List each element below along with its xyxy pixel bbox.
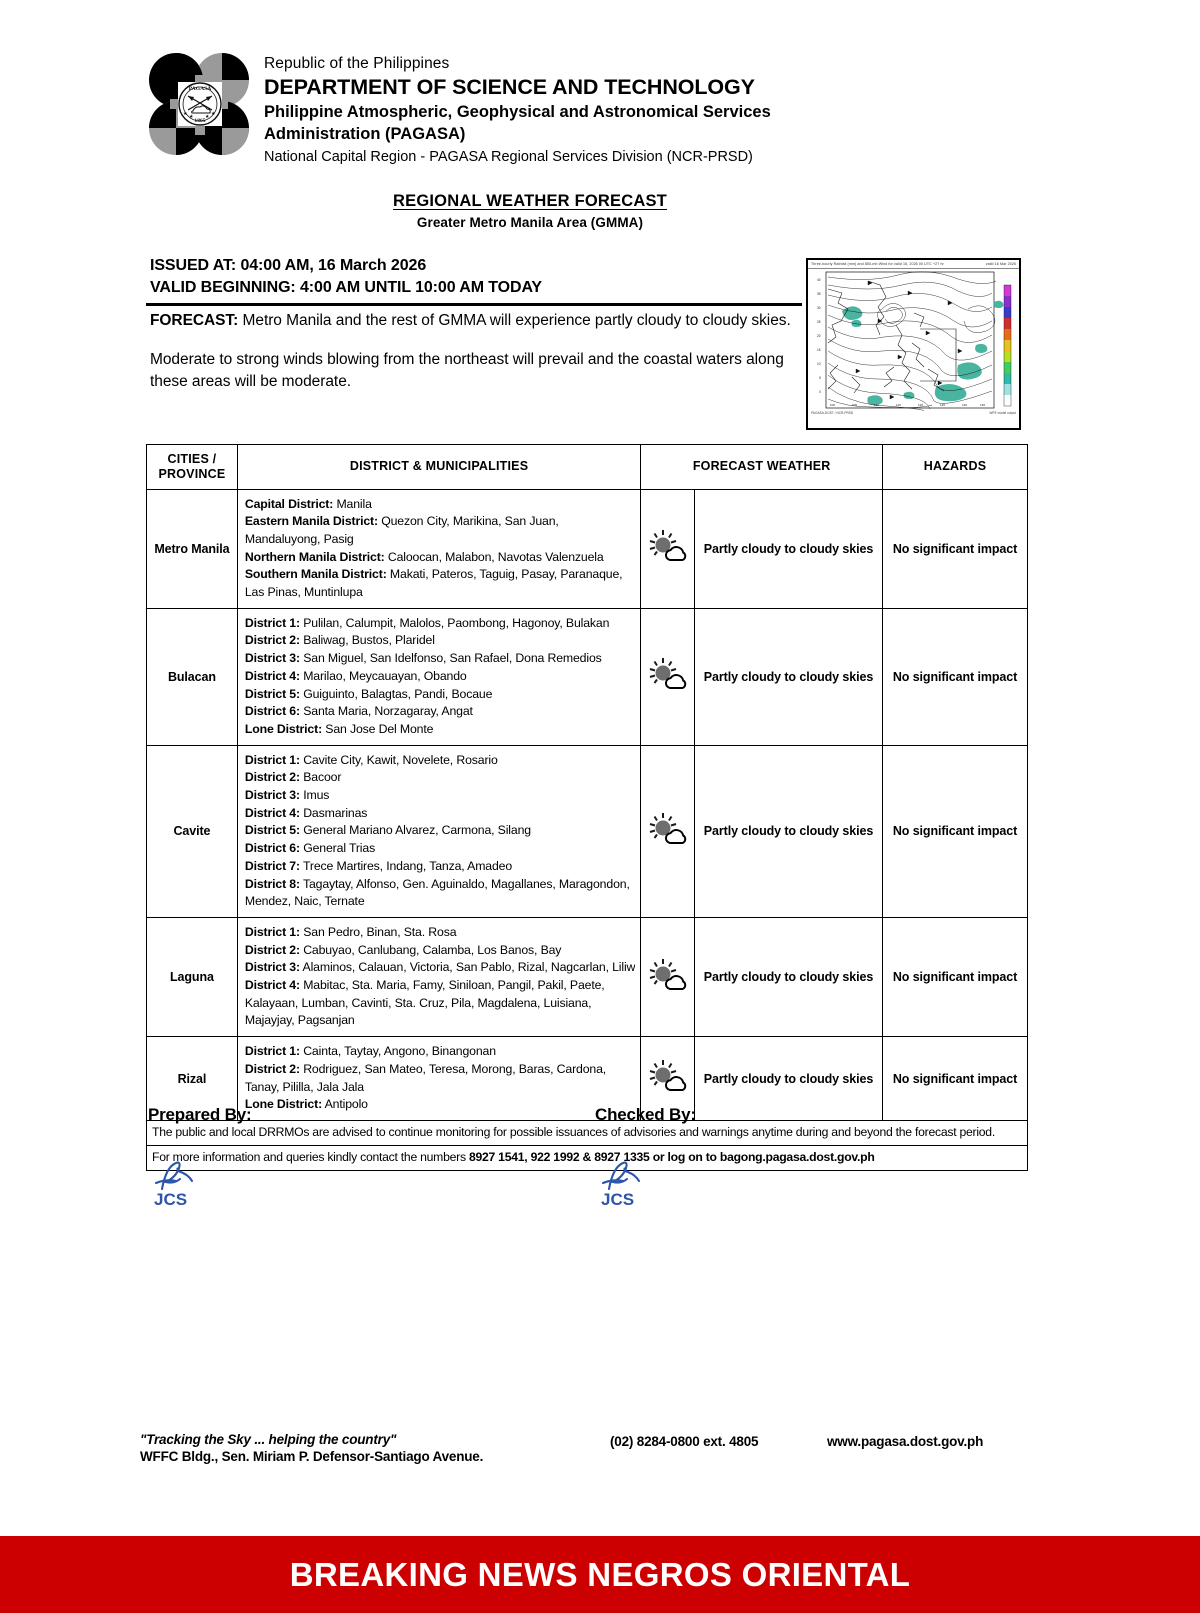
contact-info-note	[147, 1145, 1028, 1170]
province-name: Bulacan	[147, 608, 238, 745]
district-municipalities-cell	[237, 608, 640, 745]
province-name: Laguna	[147, 917, 238, 1036]
public-advisory-note: The public and local DRRMOs are advised to continue monitoring for possible issuances of advisories and warnings anytime during and beyond the forecast period.	[147, 1121, 1028, 1146]
district-places: Imus	[299, 788, 330, 803]
issuance-block	[150, 255, 542, 299]
footer-website[interactable]: www.pagasa.dost.gov.ph	[827, 1434, 984, 1449]
partly-cloudy-icon	[646, 1058, 690, 1094]
svg-text:100: 100	[830, 402, 836, 407]
weather-icon-cell	[641, 608, 695, 745]
district-places: Baliwag, Bustos, Plaridel	[299, 633, 435, 648]
forecast-weather-value: Partly cloudy to cloudy skies	[694, 1037, 882, 1121]
district-places: Trece Martires, Indang, Tanza, Amadeo	[299, 858, 513, 873]
weather-icon-cell	[641, 489, 695, 608]
district-places: Caloocan, Malabon, Navotas Valenzuela	[384, 549, 604, 564]
district-line	[245, 615, 635, 633]
district-places: Las Pinas, Muntinlupa	[244, 585, 363, 600]
province-name: Rizal	[147, 1037, 238, 1121]
district-label: District 4:	[244, 978, 300, 993]
district-places: Majayjay, Pagsanjan	[244, 1013, 355, 1028]
weather-icon-cell	[641, 745, 695, 917]
district-municipalities-cell	[237, 1037, 640, 1121]
table-note-row-1	[147, 1121, 1028, 1146]
district-line	[245, 942, 635, 960]
letterhead	[148, 50, 771, 168]
district-line	[245, 686, 635, 704]
district-line	[245, 1012, 635, 1030]
district-line	[245, 721, 635, 739]
district-label: District 1:	[244, 1044, 300, 1059]
district-label: District 7:	[244, 858, 300, 873]
partly-cloudy-icon	[646, 811, 690, 847]
district-line	[245, 566, 635, 584]
district-places: Marilao, Meycauayan, Obando	[299, 668, 467, 683]
district-label: District 3:	[244, 788, 300, 803]
district-label: District 2:	[244, 942, 300, 957]
department-name: DEPARTMENT OF SCIENCE AND TECHNOLOGY	[264, 74, 755, 99]
district-places: Pulilan, Calumpit, Malolos, Paombong, Hagonoy, Bulakan	[299, 615, 610, 630]
header-forecast-weather: FORECAST WEATHER	[641, 445, 883, 490]
svg-text:35: 35	[817, 291, 821, 296]
checked-by-label: Checked By:	[595, 1105, 696, 1124]
district-label: District 1:	[244, 924, 300, 939]
district-line	[245, 632, 635, 650]
district-municipalities-cell	[237, 489, 640, 608]
district-places: Manila	[333, 496, 372, 511]
district-line	[245, 924, 635, 942]
division-name: National Capital Region - PAGASA Regional Services Division (NCR-PRSD)	[264, 149, 753, 166]
map-colorbar	[1004, 285, 1011, 406]
partly-cloudy-icon	[646, 528, 690, 564]
district-places: Makati, Pateros, Taguig, Pasay, Paranaque,	[386, 567, 623, 582]
agency-name-line2: Administration (PAGASA)	[264, 124, 466, 143]
district-line	[245, 959, 635, 977]
hazard-value: No significant impact	[883, 489, 1028, 608]
table-header-row	[147, 445, 1028, 490]
svg-text:40: 40	[817, 277, 821, 282]
district-line	[245, 769, 635, 787]
district-places: Cainta, Taytay, Angono, Binangonan	[299, 1044, 496, 1059]
svg-text:★: ★	[211, 111, 216, 117]
district-line	[245, 858, 635, 876]
district-places: Santa Maria, Norzagaray, Angat	[299, 704, 473, 719]
svg-text:125: 125	[940, 402, 946, 407]
map-title-text: Three-hourly Rainfall (mm) and 850-mb Wind for valid 16, 2026 00 UTC +27 hr	[811, 262, 944, 266]
district-line	[245, 1043, 635, 1061]
forecast-paragraph-1	[150, 310, 795, 332]
forecast-label: FORECAST:	[150, 312, 239, 329]
svg-text:30: 30	[817, 305, 821, 310]
weather-icon-cell	[641, 917, 695, 1036]
logo-seal-top-text: PAGASA	[188, 86, 212, 92]
district-line	[245, 893, 635, 911]
district-line	[245, 787, 635, 805]
prepared-by-signature	[148, 1153, 218, 1207]
district-line	[245, 1096, 635, 1114]
district-line	[245, 805, 635, 823]
page-subtitle: Greater Metro Manila Area (GMMA)	[416, 215, 644, 230]
document-title-block	[0, 192, 1060, 230]
district-places: Mandaluyong, Pasig	[244, 531, 354, 546]
district-places: General Trias	[299, 841, 376, 856]
pagasa-logo-icon	[148, 50, 250, 160]
district-line	[245, 822, 635, 840]
district-label: District 3:	[244, 960, 300, 975]
valid-period-text: VALID BEGINNING: 4:00 AM UNTIL 10:00 AM TODAY	[150, 279, 543, 297]
table-row	[147, 917, 1028, 1036]
district-municipalities-cell	[237, 917, 640, 1036]
svg-text:10: 10	[817, 361, 821, 366]
signature-icon	[595, 1153, 665, 1207]
district-places: Mendez, Naic, Ternate	[244, 894, 365, 909]
district-line	[245, 496, 635, 514]
forecast-paragraph-2: Moderate to strong winds blowing from the northeast will prevail and the coastal waters along these areas will be moderate.	[150, 351, 784, 390]
checked-by-signature	[595, 1153, 665, 1207]
header-divider	[146, 303, 802, 306]
signature-icon	[148, 1153, 218, 1207]
district-line	[245, 840, 635, 858]
svg-text:115: 115	[896, 402, 901, 407]
forecast-weather-value: Partly cloudy to cloudy skies	[694, 745, 882, 917]
header-cities-line1: CITIES /	[167, 452, 217, 466]
forecast-summary	[150, 310, 795, 393]
district-line	[245, 513, 635, 531]
district-places: Quezon City, Marikina, San Juan,	[377, 514, 559, 529]
district-places: Kalayaan, Lumban, Cavinti, Sta. Cruz, Pila, Magdalena, Luisiana,	[244, 995, 592, 1010]
district-label: District 1:	[244, 615, 300, 630]
map-title-bar	[808, 260, 1019, 269]
district-label: District 1:	[244, 752, 300, 767]
footer-address: WFFC Bldg., Sen. Miriam P. Defensor-Santiago Avenue.	[140, 1449, 484, 1464]
hazard-value: No significant impact	[883, 917, 1028, 1036]
svg-text:15: 15	[817, 347, 821, 352]
district-places: Tagaytay, Alfonso, Gen. Aguinaldo, Magallanes, Maragondon,	[299, 876, 630, 891]
map-caption-left: PAGASA-DOST / NCR-PRSD	[811, 410, 854, 415]
rainfall-wind-map	[806, 258, 1021, 430]
prepared-by-block	[148, 1105, 251, 1207]
footer-phone: (02) 8284-0800 ext. 4805	[610, 1434, 759, 1449]
district-places: Guiguinto, Balagtas, Pandi, Bocaue	[299, 686, 493, 701]
footer-tagline-block	[140, 1432, 483, 1464]
province-name: Cavite	[147, 745, 238, 917]
district-label: District 2:	[244, 633, 300, 648]
district-places: Dasmarinas	[299, 805, 368, 820]
district-label: District 8:	[244, 876, 300, 891]
district-label: Lone District:	[244, 1097, 323, 1112]
partly-cloudy-icon	[646, 957, 690, 993]
district-places: Antipolo	[322, 1097, 368, 1112]
district-line	[245, 1061, 635, 1079]
district-places: Alaminos, Calauan, Victoria, San Pablo, Rizal, Nagcarlan, Liliw	[299, 960, 636, 975]
hazard-value: No significant impact	[883, 608, 1028, 745]
district-line	[245, 977, 635, 995]
district-line	[245, 549, 635, 567]
district-line	[245, 584, 635, 602]
map-title-right-text: valid 16 Mar 2026	[985, 262, 1016, 266]
checked-by-block	[595, 1105, 696, 1207]
table-row	[147, 1037, 1028, 1121]
district-label: District 3:	[244, 651, 300, 666]
district-label: Northern Manila District:	[244, 549, 385, 564]
district-label: District 5:	[244, 823, 300, 838]
breaking-news-banner	[0, 1536, 1200, 1613]
district-line	[245, 668, 635, 686]
svg-text:25: 25	[817, 319, 821, 324]
district-municipalities-cell	[237, 745, 640, 917]
district-label: District 2:	[244, 770, 300, 785]
district-label: District 5:	[244, 686, 300, 701]
svg-text:★: ★	[189, 114, 194, 120]
district-places: Cavite City, Kawit, Novelete, Rosario	[299, 752, 498, 767]
district-places: Bacoor	[299, 770, 342, 785]
district-label: District 2:	[244, 1061, 300, 1076]
header-cities-province	[147, 445, 238, 490]
district-label: District 4:	[244, 668, 300, 683]
streamline-chart-icon	[808, 269, 1019, 411]
header-districts: DISTRICT & MUNICIPALITIES	[237, 445, 640, 490]
contact-note-prefix: For more information and queries kindly contact the numbers	[152, 1149, 469, 1164]
district-line	[245, 650, 635, 668]
district-places: San Pedro, Binan, Sta. Rosa	[299, 924, 457, 939]
svg-text:5: 5	[819, 375, 821, 380]
svg-text:★: ★	[205, 114, 210, 120]
hazard-value: No significant impact	[883, 1037, 1028, 1121]
district-line	[245, 752, 635, 770]
district-places: Mabitac, Sta. Maria, Famy, Siniloan, Pangil, Pakil, Paete,	[299, 978, 605, 993]
page-title: REGIONAL WEATHER FORECAST	[393, 192, 667, 210]
map-canvas	[808, 269, 1019, 411]
republic-line: Republic of the Philippines	[264, 55, 450, 72]
forecast-body: Metro Manila and the rest of GMMA will experience partly cloudy to cloudy skies.	[238, 312, 791, 329]
agency-name-line1: Philippine Atmospheric, Geophysical and Astronomical Services	[264, 102, 771, 121]
district-places: Cabuyao, Canlubang, Calamba, Los Banos, Bay	[299, 942, 562, 957]
issued-at-text: ISSUED AT: 04:00 AM, 16 March 2026	[150, 257, 427, 274]
header-hazards: HAZARDS	[883, 445, 1028, 490]
district-places: General Mariano Alvarez, Carmona, Silang	[299, 823, 531, 838]
table-row	[147, 489, 1028, 608]
district-places: San Miguel, San Idelfonso, San Rafael, Dona Remedios	[299, 651, 602, 666]
logo-seal-year-text: 1865	[194, 118, 206, 124]
partly-cloudy-icon	[646, 656, 690, 692]
svg-text:0: 0	[819, 389, 821, 394]
district-label: Southern Manila District:	[244, 567, 387, 582]
forecast-weather-value: Partly cloudy to cloudy skies	[694, 608, 882, 745]
district-label: Lone District:	[244, 721, 323, 736]
svg-text:135: 135	[980, 402, 986, 407]
district-label: District 4:	[244, 805, 300, 820]
district-line	[245, 531, 635, 549]
map-caption-right: WRF model output	[989, 410, 1016, 415]
map-caption	[808, 411, 1019, 415]
svg-text:20: 20	[817, 333, 821, 338]
district-line	[245, 1079, 635, 1097]
table-row	[147, 745, 1028, 917]
svg-text:110: 110	[874, 402, 879, 407]
district-line	[245, 876, 635, 894]
contact-note-numbers: 8927 1541, 922 1992 & 8927 1335 or log on to bagong.pagasa.dost.gov.ph	[468, 1149, 875, 1164]
district-label: District 6:	[244, 841, 300, 856]
district-line	[245, 995, 635, 1013]
svg-text:105: 105	[852, 402, 858, 407]
svg-text:★: ★	[183, 111, 188, 117]
svg-text:130: 130	[962, 402, 968, 407]
province-name: Metro Manila	[147, 489, 238, 608]
svg-text:120: 120	[918, 402, 924, 407]
signature-initials: JCS	[601, 1190, 635, 1207]
table-row	[147, 608, 1028, 745]
table-note-row-2	[147, 1145, 1028, 1170]
table-body	[147, 489, 1028, 1121]
forecast-table	[146, 444, 1028, 1171]
district-label: Eastern Manila District:	[244, 514, 378, 529]
district-places: Tanay, Pililla, Jala Jala	[244, 1079, 364, 1094]
prepared-by-label: Prepared By:	[148, 1105, 252, 1124]
district-places: San Jose Del Monte	[322, 721, 434, 736]
breaking-news-text: BREAKING NEWS NEGROS ORIENTAL	[289, 1555, 911, 1593]
district-label: Capital District:	[244, 496, 334, 511]
pagasa-logo	[148, 50, 250, 160]
signature-initials: JCS	[154, 1190, 188, 1207]
footer-tagline: "Tracking the Sky ... helping the country"	[140, 1432, 397, 1447]
forecast-weather-value: Partly cloudy to cloudy skies	[694, 489, 882, 608]
hazard-value: No significant impact	[883, 745, 1028, 917]
forecast-weather-value: Partly cloudy to cloudy skies	[694, 917, 882, 1036]
district-label: District 6:	[244, 704, 300, 719]
district-line	[245, 703, 635, 721]
header-cities-line2: PROVINCE	[158, 466, 226, 481]
district-places: Rodriguez, San Mateo, Teresa, Morong, Baras, Cardona,	[299, 1061, 607, 1076]
